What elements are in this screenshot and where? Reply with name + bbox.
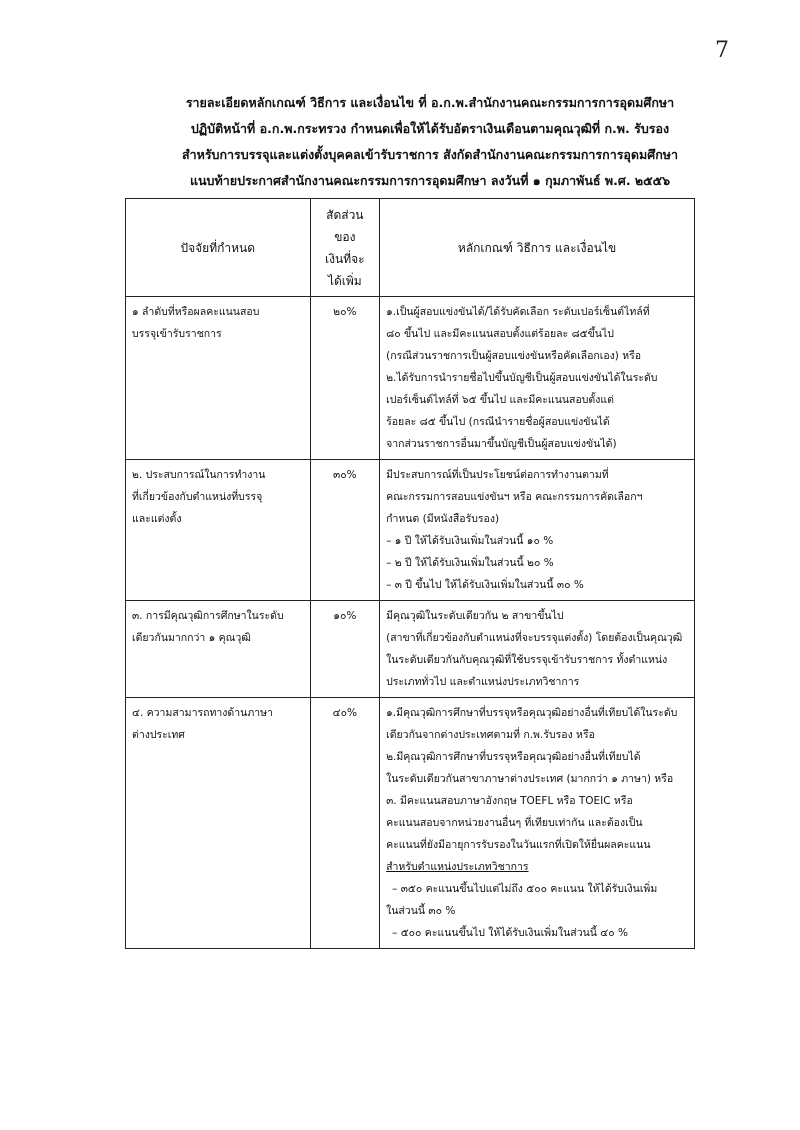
- factor-cell: [126, 698, 311, 949]
- ratio-cell: ๒๐%: [310, 297, 380, 460]
- criteria-table: [125, 198, 695, 949]
- criteria-item: ในส่วนนี้ ๓๐ %: [386, 905, 456, 917]
- criteria-line: ๑.เป็นผู้สอบแข่งขันได้/ได้รับคัดเลือก ระดับเปอร์เซ็นต์ไทล์ที่: [386, 306, 650, 318]
- factor-line: ๑ ลำดับที่หรือผลคะแนนสอบ: [132, 306, 260, 318]
- criteria-line: ร้อยละ ๘๕ ขึ้นไป (กรณีนำรายชื่อผู้สอบแข่งขันได้: [386, 416, 610, 428]
- criteria-line: มีประสบการณ์ที่เป็นประโยชน์ต่อการทำงานตามที่: [386, 469, 609, 481]
- factor-line: บรรจุเข้ารับราชการ: [132, 328, 222, 340]
- factor-cell: [126, 460, 311, 601]
- criteria-cell: [380, 698, 695, 949]
- factor-line: ๒. ประสบการณ์ในการทำงาน: [132, 469, 266, 481]
- table-row: [126, 297, 695, 460]
- criteria-subheading: สำหรับตำแหน่งประเภทวิชาการ: [386, 861, 529, 873]
- criteria-line: ๒.ได้รับการนำรายชื่อไปขึ้นบัญชีเป็นผู้สอบแข่งขันได้ในระดับ: [386, 372, 658, 384]
- criteria-cell: [380, 297, 695, 460]
- criteria-line: – ๑ ปี ให้ได้รับเงินเพิ่มในส่วนนี้ ๑๐ %: [386, 535, 554, 547]
- criteria-line: ๘๐ ขึ้นไป และมีคะแนนสอบตั้งแต่ร้อยละ ๘๕ขึ้นไป: [386, 328, 614, 340]
- criteria-line: (กรณีส่วนราชการเป็นผู้สอบแข่งขันหรือคัดเลือกเอง) หรือ: [386, 350, 642, 362]
- criteria-cell: [380, 460, 695, 601]
- criteria-line: คณะกรรมการสอบแข่งขันฯ หรือ คณะกรรมการคัดเลือกฯ: [386, 491, 643, 503]
- header-ratio-line: เงินที่จะ: [325, 251, 365, 266]
- factor-line: ต่างประเทศ: [132, 729, 185, 741]
- page-number: 7: [715, 38, 729, 63]
- criteria-line: จากส่วนราชการอื่นมาขึ้นบัญชีเป็นผู้สอบแข่งขันได้): [386, 438, 617, 450]
- table-header-row: [126, 199, 695, 297]
- ratio-cell: ๔๐%: [310, 698, 380, 949]
- factor-cell: [126, 297, 311, 460]
- criteria-line: กำหนด (มีหนังสือรับรอง): [386, 513, 500, 525]
- criteria-item: – ๓๕๐ คะแนนขึ้นไปแต่ไม่ถึง ๕๐๐ คะแนน ให้ได้รับเงินเพิ่ม: [392, 883, 658, 895]
- heading-line: รายละเอียดหลักเกณฑ์ วิธีการ และเงื่อนไข ที่ อ.ก.พ.สำนักงานคณะกรรมการการอุดมศึกษา: [185, 95, 675, 110]
- criteria-line: คะแนนที่ยังมีอายุการรับรองในวันแรกที่เปิดให้ยื่นผลคะแนน: [386, 839, 651, 851]
- table-row: [126, 698, 695, 949]
- factor-cell: [126, 601, 311, 698]
- table-row: [126, 460, 695, 601]
- criteria-line: ในระดับเดียวกันกับคุณวุฒิที่ใช้บรรจุเข้ารับราชการ ทั้งตำแหน่ง: [386, 654, 668, 666]
- criteria-line: ๒.มีคุณวุฒิการศึกษาที่บรรจุหรือคุณวุฒิอย่างอื่นที่เทียบได้: [386, 751, 641, 763]
- factor-line: และแต่งตั้ง: [132, 513, 182, 525]
- ratio-cell: ๓๐%: [310, 460, 380, 601]
- criteria-line: ในระดับเดียวกันสาขาภาษาต่างประเทศ (มากกว่า ๑ ภาษา) หรือ: [386, 773, 674, 785]
- header-ratio-line: ได้เพิ่ม: [327, 273, 362, 288]
- criteria-line: มีคุณวุฒิในระดับเดียวกัน ๒ สาขาขึ้นไป: [386, 610, 564, 622]
- ratio-cell: ๑๐%: [310, 601, 380, 698]
- criteria-cell: [380, 601, 695, 698]
- criteria-line: – ๒ ปี ให้ได้รับเงินเพิ่มในส่วนนี้ ๒๐ %: [386, 557, 554, 569]
- table-row: [126, 601, 695, 698]
- criteria-line: ๓. มีคะแนนสอบภาษาอังกฤษ TOEFL หรือ TOEIC หรือ: [386, 795, 633, 807]
- factor-line: ที่เกี่ยวข้องกับตำแหน่งที่บรรจุ: [132, 491, 263, 503]
- header-criteria: หลักเกณฑ์ วิธีการ และเงื่อนไข: [380, 199, 695, 297]
- criteria-line: เดียวกันจากต่างประเทศตามที่ ก.พ.รับรอง หรือ: [386, 729, 595, 741]
- criteria-line: ประเภททั่วไป และตำแหน่งประเภทวิชาการ: [386, 676, 580, 688]
- criteria-item: – ๕๐๐ คะแนนขึ้นไป ให้ได้รับเงินเพิ่มในส่วนนี้ ๔๐ %: [392, 927, 628, 939]
- header-ratio: [310, 199, 380, 297]
- criteria-line: (สาขาที่เกี่ยวข้องกับตำแหน่งที่จะบรรจุแต่งตั้ง) โดยต้องเป็นคุณวุฒิ: [386, 632, 683, 644]
- criteria-line: คะแนนสอบจากหน่วยงานอื่นๆ ที่เทียบเท่ากัน และต้องเป็น: [386, 817, 643, 829]
- heading-line: ปฏิบัติหน้าที่ อ.ก.พ.กระทรวง กำหนดเพื่อให้ได้รับอัตราเงินเดือนตามคุณวุฒิที่ ก.พ. รับรอง: [190, 121, 670, 136]
- criteria-line: – ๓ ปี ขึ้นไป ให้ได้รับเงินเพิ่มในส่วนนี้ ๓๐ %: [386, 579, 584, 591]
- factor-line: ๓. การมีคุณวุฒิการศึกษาในระดับ: [132, 610, 284, 622]
- heading-line: แนบท้ายประกาศสำนักงานคณะกรรมการการอุดมศึกษา ลงวันที่ ๑ กุมภาพันธ์ พ.ศ. ๒๕๕๖: [189, 173, 671, 188]
- criteria-line: เปอร์เซ็นต์ไทล์ที่ ๖๕ ขึ้นไป และมีคะแนนสอบตั้งแต่: [386, 394, 614, 406]
- factor-line: เดียวกันมากกว่า ๑ คุณวุฒิ: [132, 632, 251, 644]
- factor-line: ๔. ความสามารถทางด้านภาษา: [132, 707, 273, 719]
- header-factor: ปัจจัยที่กำหนด: [126, 199, 311, 297]
- document-heading: [110, 90, 750, 194]
- heading-line: สำหรับการบรรจุและแต่งตั้งบุคคลเข้ารับราชการ สังกัดสำนักงานคณะกรรมการการอุดมศึกษา: [181, 147, 679, 162]
- criteria-line: ๑.มีคุณวุฒิการศึกษาที่บรรจุหรือคุณวุฒิอย่างอื่นที่เทียบได้ในระดับ: [386, 707, 678, 719]
- header-ratio-line: สัดส่วนของ: [326, 207, 364, 244]
